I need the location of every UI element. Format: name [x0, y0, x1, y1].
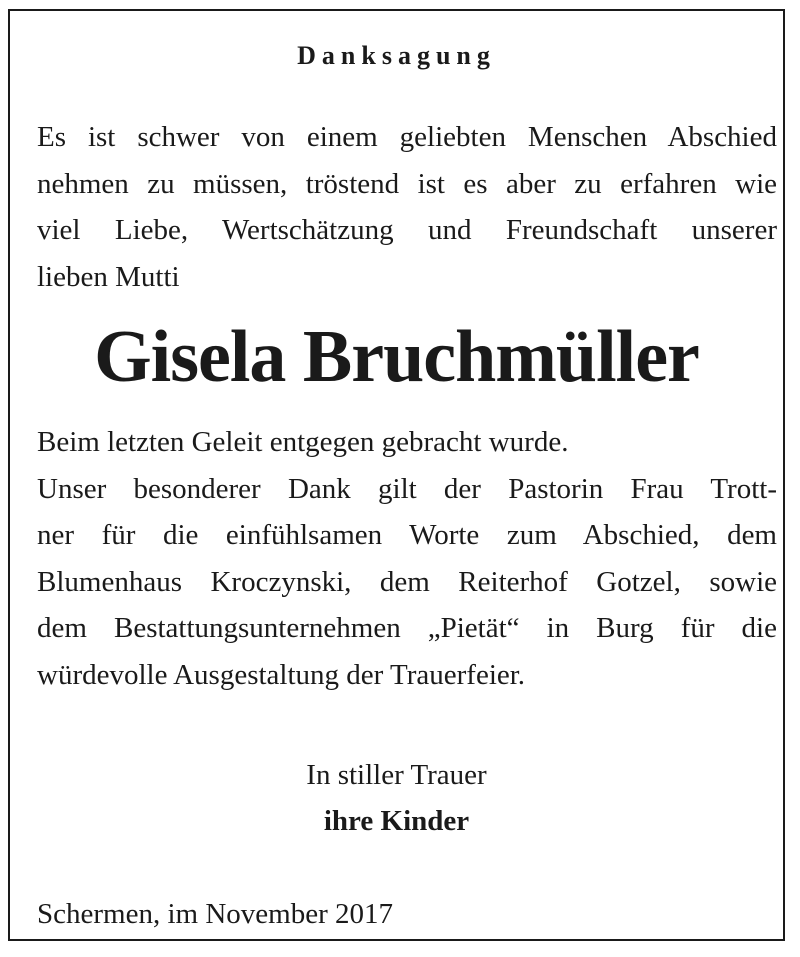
obituary-notice [8, 9, 785, 941]
intro-paragraph [37, 114, 777, 300]
body-line: würdevolle Ausgestaltung der Trauerfeier. [37, 658, 526, 691]
body-line: Blumenhaus Kroczynski, dem Reiterhof Gotzel, sowie [37, 565, 777, 598]
intro-line: nehmen zu müssen, tröstend ist es aber zu erfahren wie [37, 167, 777, 200]
signature: ihre Kinder [323, 805, 470, 837]
intro-line: lieben Mutti [37, 260, 180, 293]
body-line: dem Bestattungsunternehmen „Pietät“ in Burg für die [37, 612, 777, 644]
intro-line: viel Liebe, Wertschätzung und Freundschaft unserer [37, 214, 777, 246]
intro-line: Es ist schwer von einem geliebten Menschen Abschied [37, 121, 777, 153]
body-line: Beim letzten Geleit entgegen gebracht wurde. [37, 426, 569, 458]
body-line: Unser besonderer Dank gilt der Pastorin Frau Trott- [37, 472, 777, 505]
notice-heading: Danksagung [297, 41, 496, 70]
mourning-text: In stiller Trauer [306, 759, 487, 791]
body-line: ner für die einfühlsamen Worte zum Abschied, dem [37, 519, 777, 551]
mourning-block [10, 752, 783, 844]
body-paragraph [37, 419, 777, 698]
deceased-name: Gisela Bruchmüller [94, 316, 699, 398]
place-date: Schermen, im November 2017 [37, 898, 393, 930]
